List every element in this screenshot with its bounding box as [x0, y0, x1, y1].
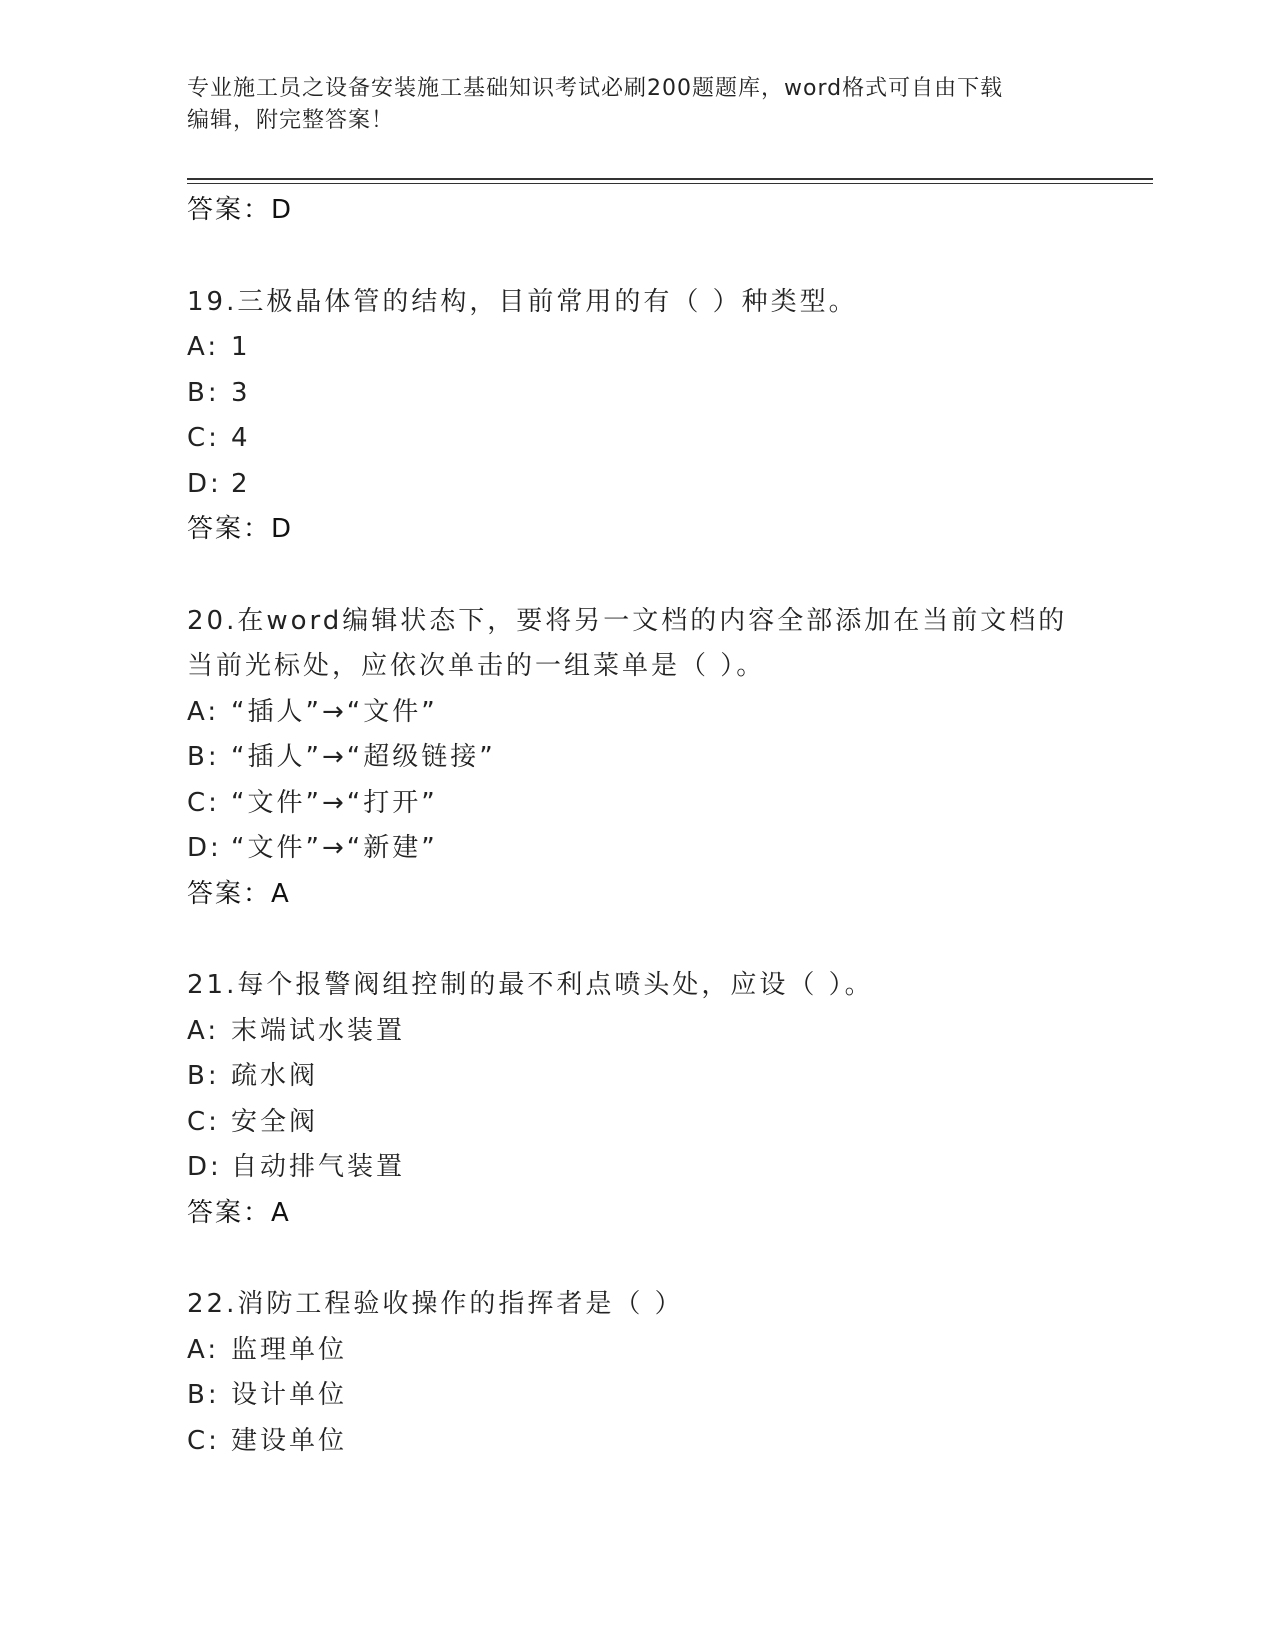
- question-stem: 22.消防工程验收操作的指挥者是（ ）: [187, 1289, 684, 1319]
- header-rule-thin: [187, 183, 1153, 184]
- option-row: [187, 1009, 1087, 1055]
- option-label: C:: [187, 787, 220, 818]
- question-block: [187, 1282, 1087, 1464]
- option-label: A:: [187, 1334, 220, 1365]
- option-label: D:: [187, 1152, 222, 1182]
- option-row: [187, 690, 1087, 736]
- option-label: A:: [187, 696, 220, 727]
- header-line-2: 编辑，附完整答案！: [187, 108, 395, 133]
- option-text: “文件”→“新建”: [231, 833, 438, 863]
- option-row: [187, 1373, 1087, 1419]
- option-label: B:: [187, 1061, 220, 1091]
- option-label: C:: [187, 423, 220, 453]
- question-list: [187, 188, 1087, 1464]
- option-row: [187, 1419, 1087, 1465]
- question-stem: 19.三极晶体管的结构，目前常用的有（ ）种类型。: [187, 286, 858, 317]
- option-text: 疏水阀: [231, 1061, 319, 1091]
- option-row: [187, 826, 1087, 872]
- answer-line: 答案：D: [187, 514, 294, 544]
- option-text: 设计单位: [231, 1380, 348, 1410]
- option-row: [187, 325, 1087, 371]
- option-text: 4: [231, 423, 251, 453]
- header-line-1: 专业施工员之设备安装施工基础知识考试必刷200题题库，word格式可自由下载: [187, 76, 1004, 101]
- option-text: 末端试水装置: [231, 1015, 406, 1046]
- question-gap: [187, 553, 1087, 599]
- question-block: [187, 599, 1087, 918]
- option-row: [187, 781, 1087, 827]
- option-text: “插人”→“超级链接”: [231, 742, 496, 772]
- document-header: [187, 73, 1067, 137]
- option-label: B:: [187, 377, 220, 408]
- option-label: B:: [187, 742, 220, 772]
- option-text: 自动排气装置: [231, 1152, 406, 1182]
- option-label: D:: [187, 833, 222, 863]
- option-text: 建设单位: [231, 1425, 348, 1456]
- question-gap: [187, 234, 1087, 280]
- option-label: B:: [187, 1380, 220, 1410]
- option-row: [187, 462, 1087, 508]
- option-text: 安全阀: [231, 1106, 319, 1137]
- option-row: [187, 416, 1087, 462]
- option-row: [187, 1145, 1087, 1191]
- option-row: [187, 735, 1087, 781]
- option-label: A:: [187, 1015, 220, 1046]
- option-text: “插人”→“文件”: [231, 696, 438, 727]
- option-label: D:: [187, 468, 222, 499]
- question-block: [187, 280, 1087, 553]
- answer-line: 答案：A: [187, 1197, 291, 1228]
- option-text: “文件”→“打开”: [231, 787, 438, 818]
- question-stem: 21.每个报警阀组控制的最不利点喷头处，应设（ ）。: [187, 970, 874, 1000]
- answer-line: 答案：D: [187, 195, 294, 225]
- question-stem: 当前光标处，应依次单击的一组菜单是（ ）。: [187, 651, 766, 681]
- option-row: [187, 1328, 1087, 1374]
- option-text: 3: [231, 377, 251, 408]
- option-label: C:: [187, 1425, 220, 1456]
- question-gap: [187, 1236, 1087, 1282]
- option-row: [187, 371, 1087, 417]
- option-row: [187, 1100, 1087, 1146]
- question-gap: [187, 917, 1087, 963]
- option-text: 监理单位: [231, 1334, 348, 1365]
- question-block: [187, 963, 1087, 1236]
- option-text: 1: [231, 332, 251, 362]
- option-text: 2: [231, 468, 251, 499]
- answer-line: 答案：A: [187, 878, 291, 909]
- header-rule-thick: [187, 178, 1153, 180]
- option-label: A:: [187, 332, 220, 362]
- option-row: [187, 1054, 1087, 1100]
- option-label: C:: [187, 1106, 220, 1137]
- question-stem: 20.在word编辑状态下，要将另一文档的内容全部添加在当前文档的: [187, 605, 1068, 636]
